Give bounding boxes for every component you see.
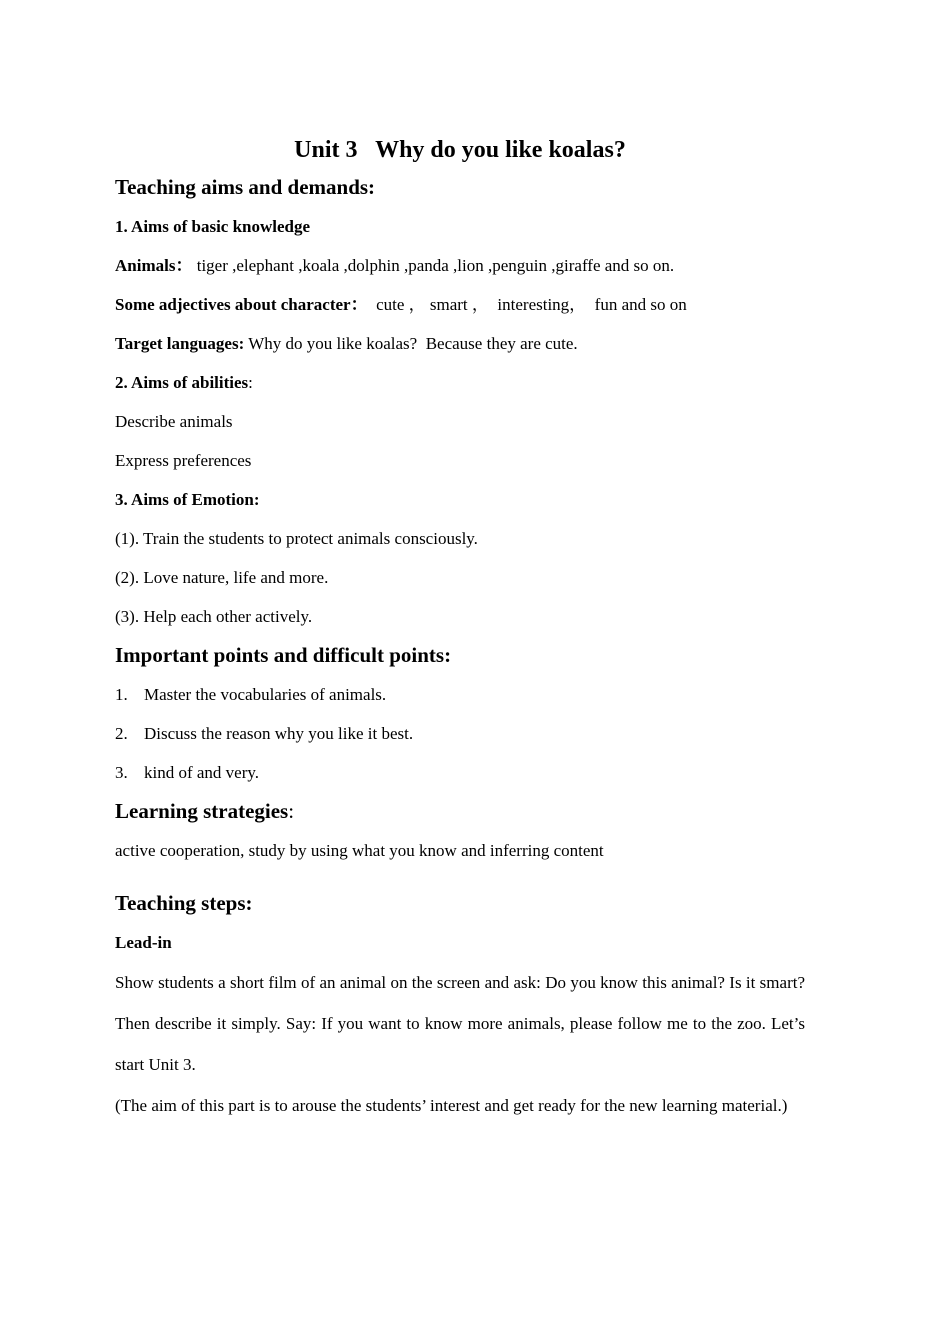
emotion-item: (3). Help each other actively. xyxy=(115,607,313,626)
target-languages-text: Why do you like koalas? Because they are cute. xyxy=(244,334,578,353)
points-item-number: 2. xyxy=(115,724,128,743)
leadin-paragraph: Show students a short film of an animal on the screen and ask: Do you know this animal? Is it smart? Then describe it simply. Say: If you want to know more animals, please follow me to the zoo. Let’s start Unit 3. xyxy=(115,973,805,1074)
adjectives-label: Some adjectives about character： xyxy=(115,295,368,314)
adjectives-line xyxy=(115,285,805,324)
spacer xyxy=(115,870,805,884)
emotion-item: (2). Love nature, life and more. xyxy=(115,568,329,587)
strategies-colon: : xyxy=(288,799,295,823)
abilities-colon: : xyxy=(248,373,253,392)
animals-line xyxy=(115,246,805,285)
points-item xyxy=(115,714,805,753)
ability-item: Express preferences xyxy=(115,451,252,470)
animals-label: Animals： xyxy=(115,256,193,275)
strategies-heading: Learning strategies xyxy=(115,799,289,823)
emotion-item: (1). Train the students to protect animals consciously. xyxy=(115,529,478,548)
points-item xyxy=(115,675,805,714)
points-heading: Important points and difficult points: xyxy=(115,643,452,667)
points-item xyxy=(115,753,805,792)
leadin-aim-paragraph: (The aim of this part is to arouse the students’ interest and get ready for the new learning material.) xyxy=(115,1096,788,1115)
points-item-text: Master the vocabularies of animals. xyxy=(144,685,387,704)
abilities-heading-line xyxy=(115,363,805,402)
page-title: Unit 3 Why do you like koalas? xyxy=(294,137,626,163)
strategies-heading-line xyxy=(115,795,805,827)
animals-text: tiger ,elephant ,koala ,dolphin ,panda ,lion ,penguin ,giraffe and so on. xyxy=(192,256,675,275)
steps-heading: Teaching steps: xyxy=(115,891,253,915)
points-item-number: 3. xyxy=(115,763,128,782)
points-item-text: Discuss the reason why you like it best. xyxy=(144,724,414,743)
leadin-heading: Lead-in xyxy=(115,933,172,952)
emotion-heading: 3. Aims of Emotion: xyxy=(115,490,260,509)
aims-heading: Teaching aims and demands: xyxy=(115,175,376,199)
points-item-text: kind of and very. xyxy=(144,763,260,782)
document-content xyxy=(115,132,805,1126)
points-item-number: 1. xyxy=(115,685,128,704)
ability-item: Describe animals xyxy=(115,412,233,431)
adjectives-text: cute ， smart ， interesting， fun and so on xyxy=(367,295,687,314)
abilities-heading: 2. Aims of abilities xyxy=(115,373,249,392)
strategies-text: active cooperation, study by using what you know and inferring content xyxy=(115,841,604,860)
target-languages-label: Target languages: xyxy=(115,334,245,353)
basic-knowledge-heading: 1. Aims of basic knowledge xyxy=(115,217,311,236)
target-languages-line xyxy=(115,324,805,363)
